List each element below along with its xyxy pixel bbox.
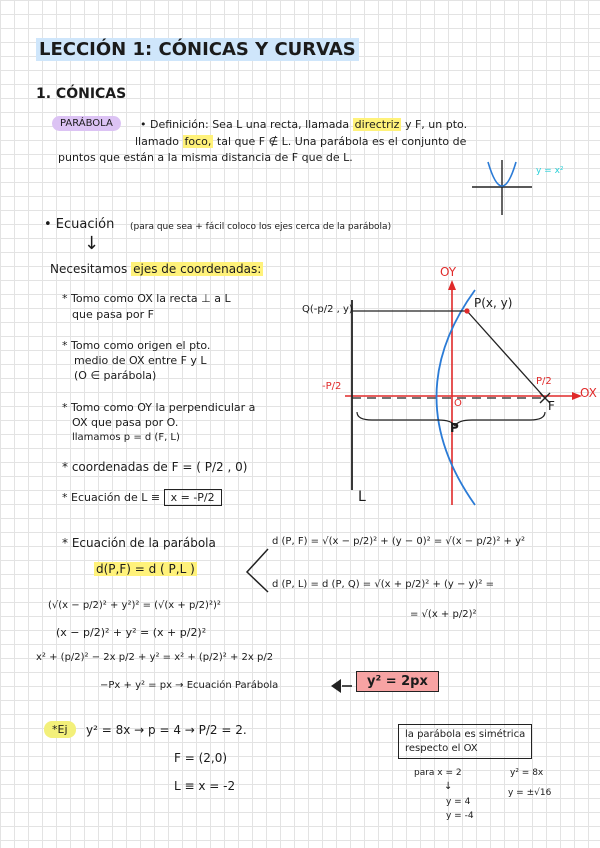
example-arrow: ↓	[444, 781, 453, 792]
definition-line-1: • Definición: Sea L una recta, llamada directriz y F, un pto.	[140, 118, 468, 131]
example-line-1: y² = 8x → p = 4 → P/2 = 2.	[86, 723, 247, 737]
symmetry-note: la parábola es simétrica respecto el OX	[398, 724, 532, 759]
step-3c: llamamos p = d (F, L)	[72, 432, 180, 443]
step-3a: * Tomo como OY la perpendicular a	[62, 401, 256, 414]
ecuacion-note: (para que sea + fácil coloco los ejes cerca de la parábola)	[130, 222, 392, 232]
y2-8x: y² = 8x	[510, 768, 544, 778]
origin-label: O	[454, 398, 462, 409]
squared-2: (x − p/2)² + y² = (x + p/2)²	[56, 626, 207, 639]
equation-heading: * Ecuación de la parábola	[62, 536, 216, 550]
definition-line-3: puntos que están a la misma distancia de F que de L.	[58, 151, 353, 164]
p-distance-label: P	[450, 421, 459, 435]
example-tag: *Ej	[44, 724, 76, 737]
step-1a: * Tomo como OX la recta ⊥ a L	[62, 292, 231, 305]
ox-label: OX	[580, 386, 597, 400]
squared-3: x² + (p/2)² − 2x p/2 + y² = x² + (p/2)² + 2x p/2	[36, 652, 274, 663]
dist-pl: d (P, L) = d (P, Q) = √(x + p/2)² + (y − y)² =	[272, 579, 494, 590]
para-x2: para x = 2	[414, 768, 462, 778]
directrix-label: L	[358, 489, 366, 505]
section-heading: 1. CÓNICAS	[36, 86, 127, 102]
mini-graph-label: y = x²	[536, 166, 564, 176]
example-directrix: L ≡ x = -2	[174, 779, 236, 793]
directriz-highlight: directriz	[354, 118, 400, 131]
parabola-tag: PARÁBOLA	[52, 118, 121, 130]
step-2c: (O ∈ parábola)	[74, 369, 157, 382]
y-negative: y = -4	[446, 811, 474, 821]
y-positive: y = 4	[446, 797, 471, 807]
directrix-equation-box: x = -P/2	[164, 489, 222, 506]
definition-line-2: llamado foco, tal que F ∉ L. Una parábola es el conjunto de	[135, 135, 467, 148]
step-4: * coordenadas de F = ( P/2 , 0)	[62, 460, 248, 474]
example-focus: F = (2,0)	[174, 751, 228, 765]
ecuacion-heading: • Ecuación	[44, 217, 115, 232]
result-box: y² = 2px	[356, 675, 439, 690]
step-2a: * Tomo como origen el pto.	[62, 339, 211, 352]
y-root: y = ±√16	[508, 788, 552, 798]
step-3b: OX que pasa por O.	[72, 416, 179, 429]
necesitamos-line: Necesitamos ejes de coordenadas:	[50, 262, 262, 276]
oy-label: OY	[440, 265, 457, 279]
step-1b: que pasa por F	[72, 308, 154, 321]
step-2b: medio de OX entre F y L	[74, 354, 207, 367]
focus-label: F	[548, 399, 555, 413]
dist-pl-2: = √(x + p/2)²	[410, 609, 477, 620]
foco-highlight: foco,	[184, 135, 212, 148]
minus-p2-label: -P/2	[322, 381, 342, 392]
dist-pf: d (P, F) = √(x − p/2)² + (y − 0)² = √(x − p/2)² + y²	[272, 536, 526, 547]
down-arrow: ↓	[84, 233, 100, 254]
p-point-label: P(x, y)	[474, 296, 513, 310]
ejes-highlight: ejes de coordenadas:	[133, 262, 262, 276]
page-title: LECCIÓN 1: CÓNICAS Y CURVAS	[36, 40, 359, 61]
squared-4: −Px + y² = px → Ecuación Parábola	[100, 680, 279, 691]
p2-label: P/2	[536, 376, 552, 387]
step-5: * Ecuación de L ≡ x = -P/2	[62, 492, 222, 505]
q-point-label: Q(-p/2 , y)	[302, 304, 353, 315]
squared-1: (√(x − p/2)² + y²)² = (√(x + p/2)²)²	[48, 600, 221, 611]
distance-equality: d(P,F) = d ( P,L )	[96, 562, 195, 576]
